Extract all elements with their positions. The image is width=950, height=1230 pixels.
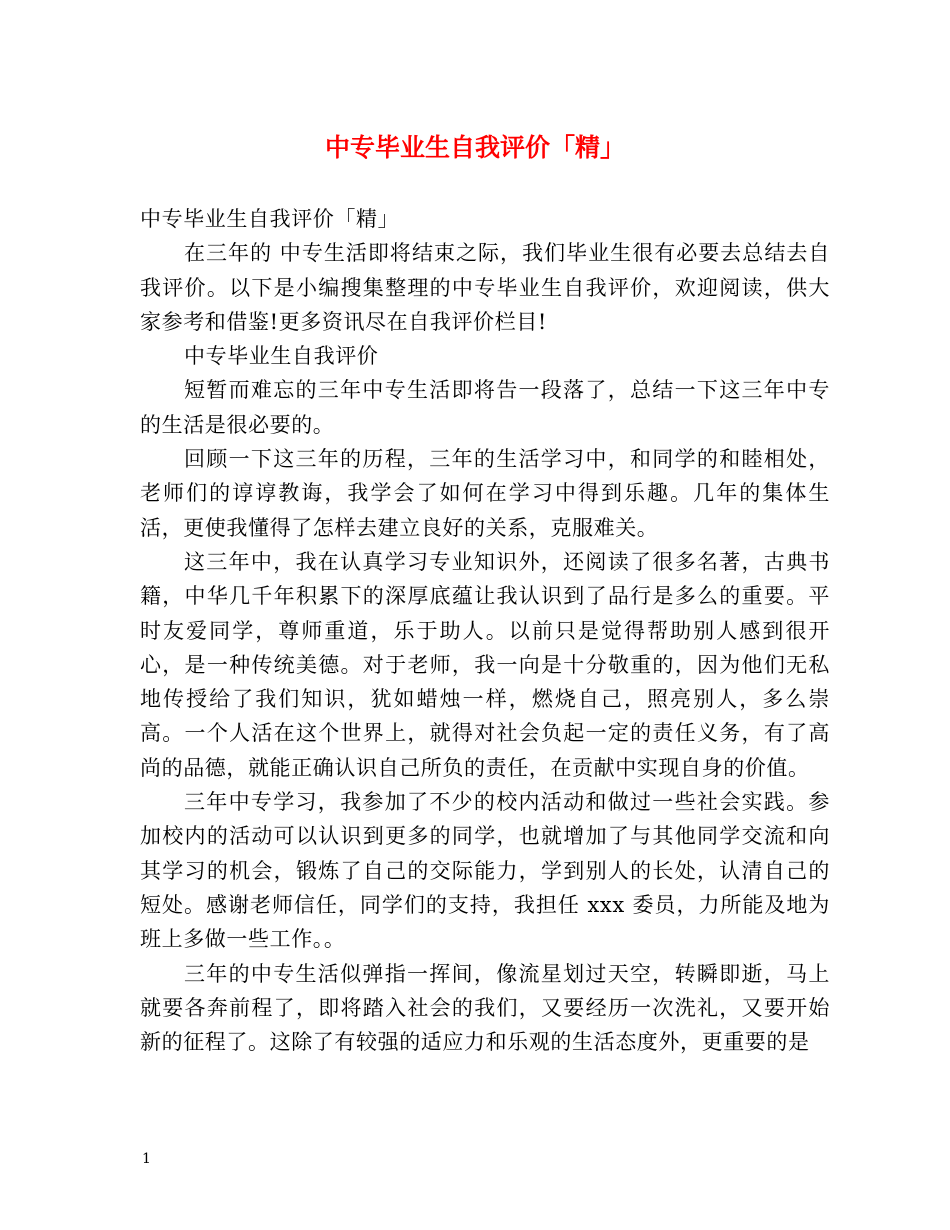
page-number: 1 xyxy=(142,1151,151,1167)
document-title: 中专毕业生自我评价「精」 xyxy=(324,133,625,162)
body-paragraph-7: 三年中专学习，我参加了不少的校内活动和做过一些社会实践。参加校内的活动可以认识到更多的同学，也就增加了与其他同学交流和向其学习的机会，锻炼了自己的交际能力，学到别人的长处，认清自己的短处。感谢老师信任，同学们的支持，我担任 xxx 委员，力所能及地为班上多做一些工作。。 xyxy=(140,790,830,952)
body-paragraph-5: 回顾一下这三年的历程，三年的生活学习中，和同学的和睦相处，老师们的谆谆教诲，我学会了如何在学习中得到乐趣。几年的集体生活，更使我懂得了怎样去建立良好的关系，克服难关。 xyxy=(140,447,830,540)
body-paragraph-1: 中专毕业生自我评价「精」 xyxy=(140,207,400,231)
body-paragraph-6: 这三年中，我在认真学习专业知识外，还阅读了很多名著，古典书籍，中华几千年积累下的深厚底蕴让我认识到了品行是多么的重要。平时友爱同学，尊师重道，乐于助人。以前只是觉得帮助别人感到很开心，是一种传统美德。对于老师，我一向是十分敬重的，因为他们无私地传授给了我们知识，犹如蜡烛一样，燃烧自己，照亮别人，多么崇高。一个人活在这个世界上，就得对社会负起一定的责任义务，有了高尚的品德，就能正确认识自己所负的责任，在贡献中实现自身的价值。 xyxy=(140,549,830,780)
document-body xyxy=(140,202,830,1059)
body-paragraph-3: 中专毕业生自我评价 xyxy=(184,344,379,369)
body-paragraph-8: 三年的中专生活似弹指一挥间，像流星划过天空，转瞬即逝，马上就要各奔前程了，即将踏入社会的我们，又要经历一次洗礼，又要开始新的征程了。这除了有较强的适应力和乐观的生活态度外，更重要的是 xyxy=(140,961,830,1055)
body-paragraph-4: 短暂而难忘的三年中专生活即将告一段落了，总结一下这三年中专的生活是很必要的。 xyxy=(140,378,830,437)
body-paragraph-2: 在三年的 中专生活即将结束之际，我们毕业生很有必要去总结去自我评价。以下是小编搜集整理的中专毕业生自我评价，欢迎阅读，供大家参考和借鉴!更多资讯尽在自我评价栏目! xyxy=(140,241,830,334)
